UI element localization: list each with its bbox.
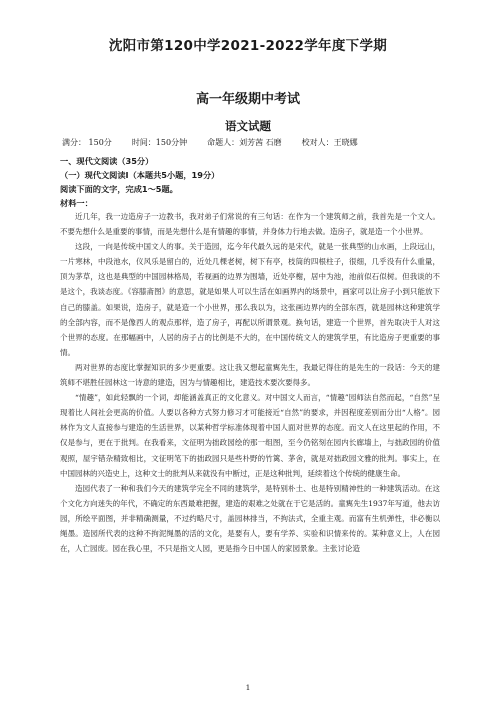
reviewer-info: 校对人：王晓娜 — [301, 138, 358, 147]
school-title: 沈阳市第120中学2021-2022学年度下学期 — [108, 38, 388, 54]
paragraph: 造园代表了一种和我们今天的建筑学完全不同的建筑学，是特别朴土、也是特别精神性的一种建筑活动。在这个文化方向迷失的年代，不确定的东西最难把握，建造的艰难之处就在于它是活的。童寯先生1937年写道，他去访园，所绘平面图，并非精确测量，不过约略尺寸，盖园林排当，不拘法式，全重主观。而富有生机弹性，非必衡以绳墨。造园所代表的这种不拘泥绳墨的活的文化，是要有人，要有学养、实验和识情来传的。某种意义上，人在园在，人亡园废。园在我心里，不只是指文人园，更是指今日中国人的家园景象。主张讨论造 — [60, 483, 440, 554]
page-number: 1 — [245, 683, 251, 692]
subject-title: 语文试题 — [225, 119, 271, 133]
paragraph: “情趣”，如此轻飘的一个词，却能涵盖真正的文化意义。对中国文人而言，“情趣”园师法自然而起，“自然”呈现着比人间社会更高的价值。人要以各种方式努力修习才可能接近“自然”的要求，并因程度差别而分出“人格”。园林作为文人直接参与建造的生活世界，以某种哲学标准体现着中国人面对世界的态度。而文人在这里起的作用，不仅是参与，更在于批判。在我看来，文征明为拙政园绘的那一组图，至今仍铭刻在园内长廊墙上，与拙政园的价值观照，屋宇错杂精致相比，文征明笔下的拙政园只是些朴野的竹篱、茅舍，就是对拙政园文雅的批判。事实上，在中国园林的兴造史上，这种文士的批判从来就没有中断过，正是这种批判，延续着这个传统的健康生命。 — [60, 393, 440, 478]
paragraph: 两对世界的态度比掌握知识的多少更重要。这让我又想起童寯先生，我最记得住的是先生的一段话：今天的建筑师不堪胜任园林这一诗意的建造，因为与情趣相比，建造技术要次要得多。 — [60, 362, 440, 388]
exam-meta — [62, 137, 456, 148]
exam-title: 高一年级期中考试 — [195, 92, 300, 107]
time-info: 时间：150分钟 — [131, 138, 188, 147]
reading-passage — [60, 209, 440, 556]
instruction-text: 阅读下面的文字，完成1～5题。 — [60, 184, 178, 194]
section-heading: 一、现代文阅读（35分） — [60, 156, 154, 166]
subsection-heading: （一）现代文阅读Ⅰ（本题共5小题，19分） — [60, 170, 220, 180]
proposer-info: 命题人：刘芳茜 石磨 — [207, 138, 282, 147]
paragraph: 近几年，我一边造房子一边教书，我对弟子们常说的有三句话：在作为一个建筑师之前，我首先是一个文人。不要先想什么是重要的事情，而是先想什么是有情趣的事情，并身体力行地去做。造房子，就是造一个小世界。 — [60, 212, 440, 237]
material-label: 材料一： — [60, 198, 93, 208]
score-info: 满分： 150分 — [62, 138, 112, 147]
paragraph: 这段，一向是传统中国文人的事。关于造园，迄今年代最久远的是宋代，就是一张典型的山水画，上段远山，一片寒林，中段池水，仪风乐是留白的，近处几棵老树，树下有亭，枝筒的四根柱子，很细，几乎没有什么重量，顶为茅草，这也是典型的中国园林格局，若视画的边界为围墙，近处亭榭，居中为池，池前似石似树。但我谈的不是这个，我谈态度。《容膝斋图》的意思，就是如果人可以生活在如画界内的场景中，画家可以让房子小到只能放下自己的膝盖。如果说，造房子，就是造一个小世界，那么我以为，这张画边界内的全部东西，就是园林这种建筑学的全部内容，而不是像西人的观点那样，造了房子，再配以所谓景观。换句话，建造一个世界，首先取决于人对这个世界的态度。在那幅画中，人居的房子占的比例是不大的，在中国传统文人的建筑学里，有比造房子更重要的事情。 — [60, 242, 440, 357]
